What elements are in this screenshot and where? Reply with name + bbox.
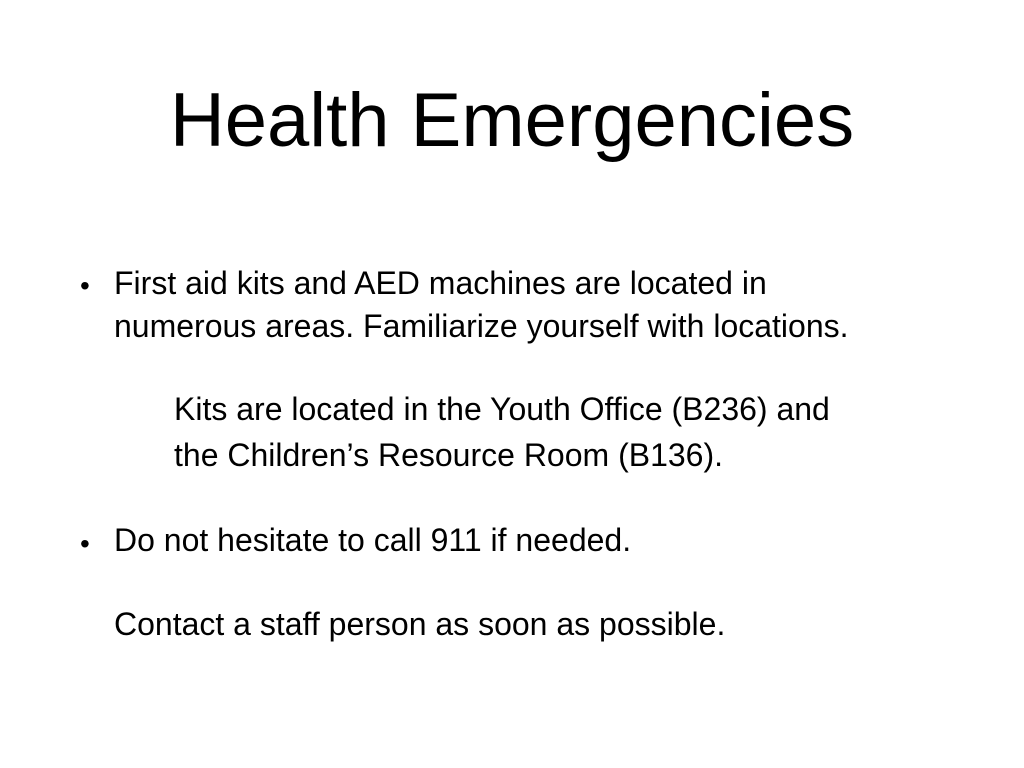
bullet-2-line-1: Do not hesitate to call 911 if needed. bbox=[114, 522, 632, 558]
bullet-1-line-1: First aid kits and AED machines are located in bbox=[114, 265, 767, 301]
contact-line: Contact a staff person as soon as possible. bbox=[114, 606, 726, 642]
subnote-line-2: the Children’s Resource Room (B136). bbox=[174, 437, 723, 473]
bullet-1-line-2: numerous areas. Familiarize yourself with locations. bbox=[114, 308, 849, 344]
slide-title: Health Emergencies bbox=[169, 78, 855, 163]
bullet-dot-2: • bbox=[80, 528, 90, 559]
subnote-line-1: Kits are located in the Youth Office (B236) and bbox=[174, 391, 830, 427]
bullet-dot-1: • bbox=[80, 270, 90, 301]
